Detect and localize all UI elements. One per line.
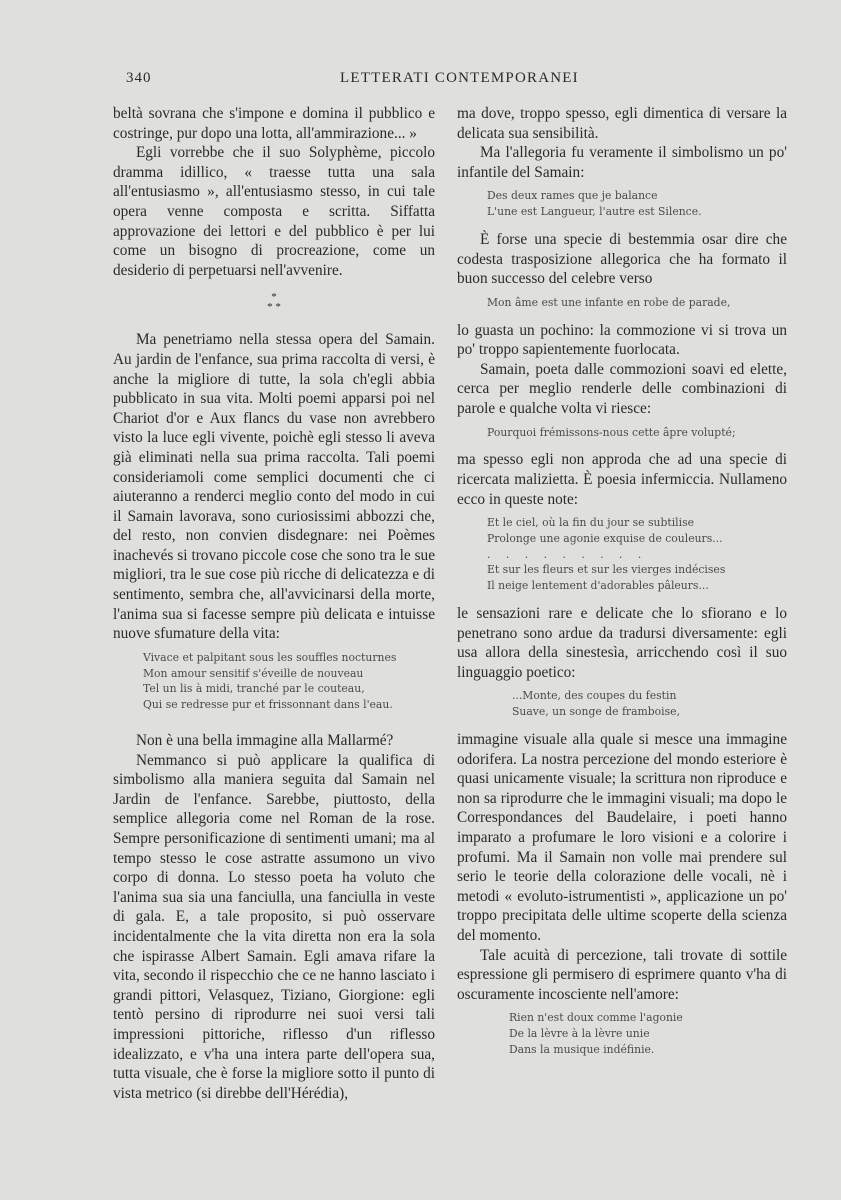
verse-line: Des deux rames que je balance (487, 189, 658, 203)
verse-line: Tel un lis à midi, tranché par le couteau, (143, 682, 365, 696)
verse-quote (509, 1010, 787, 1057)
paragraph: beltà sovrana che s'impone e domina il pubblico e costringe, pur dopo una lotta, all'ammirazione... » (113, 105, 435, 142)
separator-stars: * * (267, 301, 281, 314)
page-header (0, 70, 841, 92)
paragraph: Non è una bella immagine alla Mallarmé? (135, 732, 394, 750)
paragraph: Nemmanco si può applicare la qualifica di simbolismo alla maniera seguita dal Samain nel Jardin de l'enfance. Sarebbe, piuttosto, della semplice allegoria come nel Roman de la rose. Sempre personificazione di sentimenti umani; ma al tempo stesso le cose astratte assumono un vivo corpo di donna. Lo stesso poeta ha voluto che l'anima sua sia una fanciulla, una fanciulla in veste di gala. E, a tale proposito, si può osservare incidentalmente che la vita diretta non era la sola che ispirasse Albert Samain. Egli amava rifare la vita, secondo il rispecchio che ce ne hanno lasciato i grandi pittori, Velasquez, Tiziano, Giorgione: egli tentò persino di riprodurre nei suoi versi tali impressioni pittoriche, riflesso d'un riflesso idealizzato, e v'ha una intera parte dell'opera sua, tutta visuale, che è forse la migliore sotto il punto di vista metrico (si direbbe dell'Hérédia), (113, 751, 435, 1102)
running-title: LETTERATI CONTEMPORANEI (340, 70, 579, 86)
verse-quote (143, 650, 435, 713)
paragraph: È forse una specie di bestemmia osar dire che codesta trasposizione allegorica che ha formato il buon successo del celebre verso (457, 230, 787, 288)
left-column (113, 104, 435, 1103)
verse-quote (487, 515, 787, 594)
verse-line: De la lèvre à la lèvre unie (509, 1027, 650, 1041)
paragraph: lo guasta un pochino: la commozione vi si trova un po' troppo sapientemente fuorlocata. (457, 321, 787, 359)
paragraph: Egli vorrebbe che il suo Solyphème, piccolo dramma idillico, « traesse tutta una sala all'entusiasmo », all'entusiasmo stesso, in cui tale opera venne composta e scritta. Siffatta approvazione dei lettori e del pubblico è per lui come un bisogno di procreazione, come un desiderio di perpetuarsi nell'avvenire. (113, 144, 435, 279)
verse-line: Suave, un songe de framboise, (512, 705, 681, 719)
page-number: 340 (126, 70, 152, 86)
verse-line: Et le ciel, où la fin du jour se subtilise (487, 516, 695, 530)
verse-line: Qui se redresse pur et frissonnant dans l'eau. (143, 698, 393, 712)
verse-line: Prolonge une agonie exquise de couleurs... (487, 531, 723, 545)
verse-quote (487, 188, 787, 220)
paragraph: ma spesso egli non approda che ad una specie di ricercata malizietta. È poesia infermiccia. Nullameno ecco in queste note: (457, 451, 787, 508)
verse-quote (512, 688, 787, 720)
verse-line: Mon âme est une infante en robe de parade, (487, 295, 731, 309)
verse-line: Rien n'est doux comme l'agonie (509, 1011, 683, 1025)
verse-line: L'une est Langueur, l'autre est Silence. (487, 205, 702, 219)
verse-quote (487, 295, 787, 311)
paragraph: ma dove, troppo spesso, egli dimentica di versare la delicata sua sensibilità. (457, 105, 787, 142)
paragraph: Samain, poeta dalle commozioni soavi ed elette, cerca per meglio renderle delle combinazioni di parole e qualche volta vi riesce: (457, 360, 787, 417)
verse-quote (487, 425, 787, 441)
verse-line: Il neige lentement d'adorables pâleurs... (487, 579, 709, 593)
verse-ellipsis: . . . . . . . . . (487, 547, 648, 561)
verse-line: Vivace et palpitant sous les souffles nocturnes (143, 650, 397, 664)
paragraph: immagine visuale alla quale si mesce una immagine odorifera. La nostra percezione del mondo esteriore è quasi unicamente visuale; la scrittura non riproduce e non sa riprodurre che le immagini visuali; ma dopo le Correspondances del Baudelaire, i poeti hanno imparato a profumare le loro visioni e a colorire i profumi. Ma il Samain non volle mai prendere sul serio le teorie della colorazione delle vocali, nè i metodi « evoluto-istrumentisti », applicazione un po' troppo precipitata delle ultime scoperte della scienza del momento. (457, 731, 787, 944)
verse-line: Mon amour sensitif s'éveille de nouveau (143, 666, 364, 680)
paragraph: le sensazioni rare e delicate che lo sfiorano e lo penetrano sono ardue da tradursi diversamente: egli usa allora della sinestesìa, arricchendo così il suo linguaggio poetico: (457, 605, 787, 681)
verse-line: Pourquoi frémissons-nous cette âpre volupté; (487, 425, 736, 439)
paragraph: Ma l'allegoria fu veramente il simbolismo un po' infantile del Samain: (457, 144, 787, 181)
section-separator (113, 292, 435, 312)
paragraph: Tale acuità di percezione, tali trovate di sottile espressione gli permisero di esprimere quanto v'ha di oscuramente incosciente nell'amore: (457, 946, 787, 1003)
verse-line: ...Monte, des coupes du festin (512, 689, 677, 703)
right-column (457, 104, 787, 1068)
verse-line: Dans la musique indéfinie. (509, 1042, 655, 1056)
separator-star: * (271, 291, 277, 304)
verse-line: Et sur les fleurs et sur les vierges indécises (487, 563, 726, 577)
paragraph: Ma penetriamo nella stessa opera del Samain. Au jardin de l'enfance, sua prima raccolta di versi, è anche la migliore di tutte, la sola ch'egli abbia pubblicato in sua vita. Molti poemi apparsi poi nel Chariot d'or e Aux flancs du vase non avrebbero visto la luce egli vivente, poichè egli stesso li aveva già eliminati nella sua prima raccolta. Tali poemi consideriamoli come semplici documenti che ci aiuteranno a renderci meglio conto del modo in cui il Samain lavorava, sono curiosissimi abbozzi che, del resto, non convien disdegnare: nei Poèmes inachevés si trovano piccole cose che sono tra le sue migliori, tra le sue cose più ricche di delicatezza e di sentimento, sembra che, all'avvicinarsi della morte, l'anima sua si facesse sempre più delicata e intuisse nuove sfumature della vita: (113, 331, 435, 643)
